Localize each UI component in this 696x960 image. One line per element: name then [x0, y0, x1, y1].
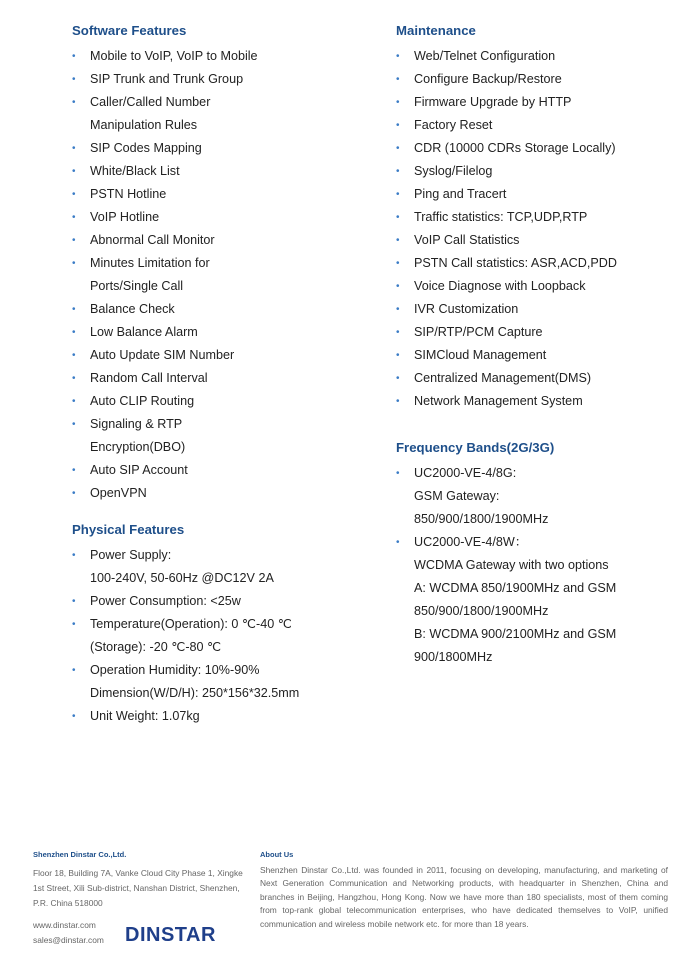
list-item-text: Dimension(W/D/H): 250*156*32.5mm: [90, 686, 300, 700]
list-item-text: PSTN Call statistics: ASR,ACD,PDD: [414, 256, 617, 270]
list-item: [396, 183, 686, 206]
bullet-icon: •: [396, 143, 400, 154]
bullet-icon: •: [396, 468, 400, 479]
list-item-text: Minutes Limitation for: [90, 256, 210, 270]
bullet-icon: •: [72, 396, 76, 407]
software-features-heading: Software Features: [72, 23, 187, 38]
list-item: [72, 613, 372, 659]
list-item: [72, 659, 372, 705]
list-item-text: Voice Diagnose with Loopback: [414, 279, 586, 293]
list-item-text: Auto SIP Account: [90, 463, 188, 477]
list-item: [72, 252, 372, 298]
list-item-text: Mobile to VoIP, VoIP to Mobile: [90, 49, 258, 63]
list-item-text: SIMCloud Management: [414, 348, 547, 362]
frequency-bands-heading: Frequency Bands(2G/3G): [396, 440, 555, 455]
bullet-icon: •: [72, 74, 76, 85]
list-item-text: Temperature(Operation): 0 ℃-40 ℃: [90, 617, 292, 631]
bullet-icon: •: [72, 665, 76, 676]
list-item-text: 850/900/1800/1900MHz: [414, 512, 549, 526]
list-item: [396, 68, 686, 91]
list-item: [72, 705, 372, 728]
bullet-icon: •: [396, 74, 400, 85]
list-item-text: 100-240V, 50-60Hz @DC12V 2A: [90, 571, 274, 585]
list-item-text: Encryption(DBO): [90, 440, 186, 454]
list-item: [396, 229, 686, 252]
list-item: [72, 321, 372, 344]
list-item: [396, 114, 686, 137]
physical-features-heading: Physical Features: [72, 522, 185, 537]
list-item-text: IVR Customization: [414, 302, 519, 316]
bullet-icon: •: [396, 537, 400, 548]
list-item-text: 850/900/1800/1900MHz: [414, 604, 549, 618]
list-item-text: VoIP Hotline: [90, 210, 160, 224]
dinstar-logo: DINSTAR: [125, 924, 216, 946]
list-item: [396, 298, 686, 321]
list-item: [72, 229, 372, 252]
list-item-text: Signaling & RTP: [90, 417, 183, 431]
bullet-icon: •: [396, 396, 400, 407]
list-item: [396, 252, 686, 275]
list-item: [396, 531, 686, 669]
list-item: [396, 367, 686, 390]
list-item-text: Factory Reset: [414, 118, 493, 132]
bullet-icon: •: [396, 350, 400, 361]
list-item: [396, 390, 686, 413]
list-item-text: Manipulation Rules: [90, 118, 198, 132]
list-item: [72, 344, 372, 367]
bullet-icon: •: [72, 419, 76, 430]
list-item: [72, 160, 372, 183]
software-features-list: [72, 45, 372, 505]
bullet-icon: •: [72, 235, 76, 246]
bullet-icon: •: [72, 258, 76, 269]
bullet-icon: •: [72, 711, 76, 722]
list-item-text: OpenVPN: [90, 486, 147, 500]
bullet-icon: •: [396, 51, 400, 62]
left-column: [72, 22, 372, 728]
about-us-text: Shenzhen Dinstar Co.,Ltd. was founded in 2011, focusing on developing, manufacturing, and marketing of Next Generation Communication and Networking products, with headquarter in Shenzhen, China and branches in Beijing, Hangzhou, Hong Kong. Now we have more than 180 specialists, most of them coming from top-rank global telecommunication enterprises, who have dedicated themselves to VoIP, unified communication and wireless mobile network etc. for more than 18 years.: [260, 865, 668, 929]
list-item-text: Network Management System: [414, 394, 583, 408]
bullet-icon: •: [72, 327, 76, 338]
physical-features-list: [72, 544, 372, 728]
footer-company-name: Shenzhen Dinstar Co.,Ltd.: [33, 850, 127, 859]
list-item: [72, 390, 372, 413]
list-item-text: UC2000-VE-4/8W：: [414, 535, 528, 549]
list-item: [396, 160, 686, 183]
list-item: [72, 137, 372, 160]
list-item: [72, 413, 372, 459]
list-item-text: Traffic statistics: TCP,UDP,RTP: [414, 210, 588, 224]
list-item-text: Web/Telnet Configuration: [414, 49, 556, 63]
list-item-text: VoIP Call Statistics: [414, 233, 520, 247]
bullet-icon: •: [72, 143, 76, 154]
list-item-text: Power Consumption: <25w: [90, 594, 241, 608]
list-item-text: UC2000-VE-4/8G:: [414, 466, 517, 480]
bullet-icon: •: [72, 465, 76, 476]
maintenance-heading: Maintenance: [396, 23, 476, 38]
list-item: [72, 544, 372, 590]
bullet-icon: •: [72, 166, 76, 177]
list-item-text: Configure Backup/Restore: [414, 72, 562, 86]
list-item-text: Firmware Upgrade by HTTP: [414, 95, 572, 109]
list-item: [396, 45, 686, 68]
bullet-icon: •: [72, 51, 76, 62]
list-item-text: Ping and Tracert: [414, 187, 507, 201]
list-item-text: Random Call Interval: [90, 371, 208, 385]
list-item: [72, 183, 372, 206]
list-item-text: Low Balance Alarm: [90, 325, 198, 339]
bullet-icon: •: [72, 488, 76, 499]
bullet-icon: •: [72, 189, 76, 200]
list-item-text: Caller/Called Number: [90, 95, 211, 109]
bullet-icon: •: [396, 120, 400, 131]
footer-email-link[interactable]: sales@dinstar.com: [33, 935, 104, 945]
bullet-icon: •: [72, 97, 76, 108]
footer-website-link[interactable]: www.dinstar.com: [33, 920, 96, 930]
list-item-text: SIP Codes Mapping: [90, 141, 202, 155]
list-item: [72, 45, 372, 68]
list-item-text: PSTN Hotline: [90, 187, 167, 201]
bullet-icon: •: [396, 281, 400, 292]
bullet-icon: •: [72, 619, 76, 630]
list-item: [72, 590, 372, 613]
list-item: [72, 459, 372, 482]
list-item: [396, 462, 686, 531]
list-item: [396, 321, 686, 344]
bullet-icon: •: [72, 596, 76, 607]
list-item: [72, 91, 372, 137]
bullet-icon: •: [72, 350, 76, 361]
list-item-text: Ports/Single Call: [90, 279, 184, 293]
list-item: [396, 206, 686, 229]
list-item: [72, 482, 372, 505]
list-item-text: Abnormal Call Monitor: [90, 233, 215, 247]
list-item-text: Auto CLIP Routing: [90, 394, 195, 408]
bullet-icon: •: [396, 166, 400, 177]
bullet-icon: •: [72, 550, 76, 561]
list-item: [396, 344, 686, 367]
list-item-text: (Storage): -20 ℃-80 ℃: [90, 640, 222, 654]
list-item: [72, 367, 372, 390]
list-item-text: Operation Humidity: 10%-90%: [90, 663, 260, 677]
list-item-text: White/Black List: [90, 164, 180, 178]
list-item: [72, 206, 372, 229]
list-item-text: Balance Check: [90, 302, 175, 316]
maintenance-list: [396, 45, 686, 413]
footer-address: Floor 18, Building 7A, Vanke Cloud City Phase 1, Xingke 1st Street, Xili Sub-district, Nanshan District, Shenzhen, P.R. China 518000: [33, 868, 243, 908]
list-item: [396, 275, 686, 298]
about-us-heading: About Us: [260, 850, 294, 859]
list-item-text: SIP Trunk and Trunk Group: [90, 72, 244, 86]
list-item-text: Unit Weight: 1.07kg: [90, 709, 200, 723]
right-column: [396, 22, 686, 669]
bullet-icon: •: [396, 373, 400, 384]
frequency-bands-list: [396, 462, 686, 669]
list-item-text: GSM Gateway:: [414, 489, 500, 503]
bullet-icon: •: [72, 304, 76, 315]
bullet-icon: •: [396, 189, 400, 200]
bullet-icon: •: [396, 327, 400, 338]
list-item-text: Centralized Management(DMS): [414, 371, 592, 385]
bullet-icon: •: [396, 212, 400, 223]
list-item-text: CDR (10000 CDRs Storage Locally): [414, 141, 616, 155]
list-item-text: 900/1800MHz: [414, 650, 493, 664]
bullet-icon: •: [72, 373, 76, 384]
list-item-text: SIP/RTP/PCM Capture: [414, 325, 543, 339]
bullet-icon: •: [396, 235, 400, 246]
bullet-icon: •: [396, 97, 400, 108]
bullet-icon: •: [396, 304, 400, 315]
list-item: [396, 91, 686, 114]
footer-contact: [33, 918, 133, 948]
list-item: [72, 68, 372, 91]
list-item: [396, 137, 686, 160]
list-item-text: WCDMA Gateway with two options: [414, 558, 609, 572]
bullet-icon: •: [396, 258, 400, 269]
bullet-icon: •: [72, 212, 76, 223]
list-item-text: Syslog/Filelog: [414, 164, 493, 178]
list-item-text: B: WCDMA 900/2100MHz and GSM: [414, 627, 617, 641]
list-item-text: A: WCDMA 850/1900MHz and GSM: [414, 581, 617, 595]
list-item-text: Power Supply:: [90, 548, 172, 562]
list-item: [72, 298, 372, 321]
list-item-text: Auto Update SIM Number: [90, 348, 235, 362]
